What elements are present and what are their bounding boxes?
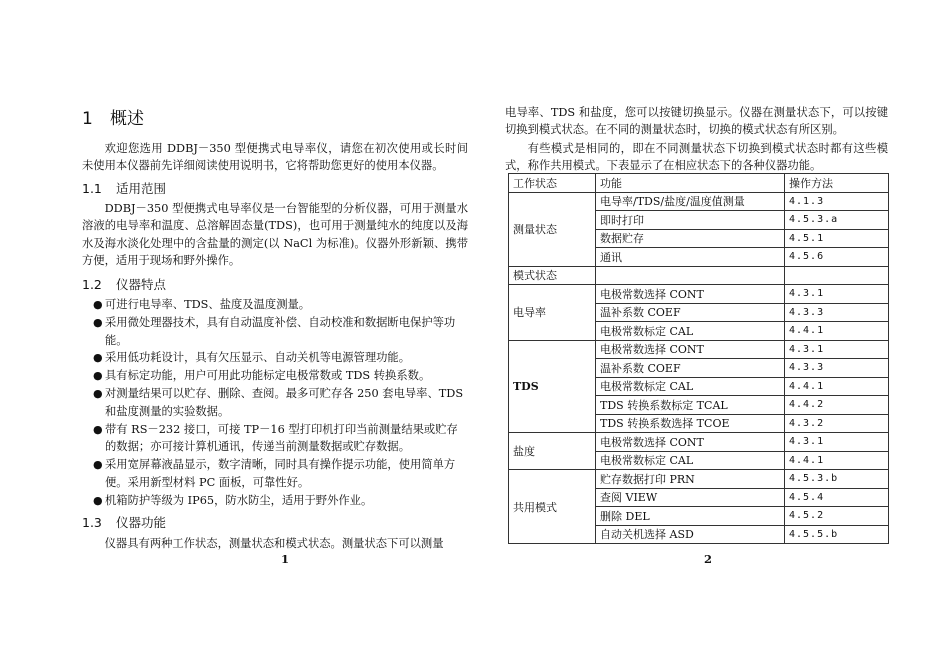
method-cell: 4.3.1 bbox=[785, 433, 889, 452]
state-cell-mode: 模式状态 bbox=[509, 266, 596, 285]
function-cell: 数据贮存 bbox=[596, 229, 785, 248]
chapter-number: 1 bbox=[82, 109, 93, 129]
bullet-icon: ● bbox=[93, 493, 103, 507]
feature-item bbox=[82, 385, 468, 421]
feature-item bbox=[82, 367, 468, 385]
function-cell: 电极常数标定 CAL bbox=[596, 377, 785, 396]
method-cell: 4.5.6 bbox=[785, 248, 889, 267]
bullet-icon: ● bbox=[93, 315, 103, 329]
method-cell: 4.4.1 bbox=[785, 322, 889, 341]
section-heading-1-3 bbox=[82, 513, 166, 531]
state-cell-conductivity: 电导率 bbox=[509, 285, 596, 341]
state-cell-salinity: 盐度 bbox=[509, 433, 596, 470]
function-cell: 电导率/TDS/盐度/温度值测量 bbox=[596, 192, 785, 211]
method-cell: 4.3.1 bbox=[785, 340, 889, 359]
method-cell: 4.4.1 bbox=[785, 377, 889, 396]
method-cell: 4.5.2 bbox=[785, 507, 889, 526]
function-cell: 自动关机选择 ASD bbox=[596, 525, 785, 544]
section-title: 仪器功能 bbox=[116, 515, 167, 530]
feature-item bbox=[82, 421, 468, 457]
function-cell: 通讯 bbox=[596, 248, 785, 267]
section-title: 适用范围 bbox=[116, 181, 167, 196]
feature-item bbox=[82, 296, 468, 314]
function-paragraph: 仪器具有两种工作状态，测量状态和模式状态。测量状态下可以测量 bbox=[104, 537, 444, 550]
continued-paragraph: 电导率、TDS 和盐度，您可以按键切换显示。仪器在测量状态下，可以按键切换到模式状态。在不同的测量状态时，切换的模式状态有所区别。 bbox=[505, 106, 888, 137]
method-cell: 4.5.1 bbox=[785, 229, 889, 248]
feature-text: 采用低功耗设计，具有欠压显示、自动关机等电源管理功能。 bbox=[105, 351, 411, 365]
feature-text: 机箱防护等级为 IP65，防水防尘，适用于野外作业。 bbox=[105, 493, 373, 507]
page-number: 1 bbox=[281, 552, 290, 566]
function-cell: 电极常数标定 CAL bbox=[596, 451, 785, 470]
feature-text: 带有 RS－232 接口，可接 TP－16 型打印机打印当前测量结果或贮存的数据；亦可接计算机通讯，传递当前测量数据或贮存数据。 bbox=[105, 422, 458, 454]
chapter-title: 概述 bbox=[110, 109, 144, 129]
chapter-heading bbox=[82, 104, 144, 129]
section-number: 1.2 bbox=[82, 277, 102, 292]
header-cell-state: 工作状态 bbox=[509, 174, 596, 193]
header-cell-method: 操作方法 bbox=[785, 174, 889, 193]
section-title: 仪器特点 bbox=[116, 277, 167, 292]
method-cell: 4.5.3.b bbox=[785, 470, 889, 489]
intro-paragraph: 欢迎您选用 DDBJ－350 型便携式电导率仪，请您在初次使用或长时间未使用本仪器前先详细阅读使用说明书，它将帮助您更好的使用本仪器。 bbox=[82, 142, 468, 173]
header-cell-function: 功能 bbox=[596, 174, 785, 193]
feature-item bbox=[82, 492, 468, 510]
table-row bbox=[509, 340, 889, 359]
function-cell: 电极常数选择 CONT bbox=[596, 285, 785, 304]
method-cell: 4.5.5.b bbox=[785, 525, 889, 544]
method-cell: 4.4.1 bbox=[785, 451, 889, 470]
feature-item bbox=[82, 349, 468, 367]
function-cell: 删除 DEL bbox=[596, 507, 785, 526]
bullet-icon: ● bbox=[93, 422, 103, 436]
section-number: 1.3 bbox=[82, 515, 102, 530]
function-cell: 贮存数据打印 PRN bbox=[596, 470, 785, 489]
method-cell: 4.3.3 bbox=[785, 359, 889, 378]
feature-list bbox=[82, 296, 468, 510]
section-heading-1-1 bbox=[82, 179, 166, 197]
function-cell: 电极常数选择 CONT bbox=[596, 340, 785, 359]
function-cell: 温补系数 COEF bbox=[596, 359, 785, 378]
scope-paragraph: DDBJ－350 型便携式电导率仪是一台智能型的分析仪器，可用于测量水溶液的电导率和温度、总溶解固态量(TDS)，也可用于测量纯水的纯度以及海水及海水淡化处理中的含盐量的测定(以 NaCl 为标准)。仪器外形新颖、携带方便，适用于现场和野外操作。 bbox=[82, 202, 468, 268]
table-row bbox=[509, 285, 889, 304]
empty-cell bbox=[596, 266, 785, 285]
common-mode-paragraph: 有些模式是相同的，即在不同测量状态下切换到模式状态时都有这些模式，称作共用模式。下表显示了在相应状态下的各种仪器功能。 bbox=[505, 142, 888, 173]
method-cell: 4.1.3 bbox=[785, 192, 889, 211]
function-cell: TDS 转换系数选择 TCOE bbox=[596, 414, 785, 433]
state-cell-common: 共用模式 bbox=[509, 470, 596, 544]
bullet-icon: ● bbox=[93, 458, 103, 472]
function-cell: 查阅 VIEW bbox=[596, 488, 785, 507]
page-number: 2 bbox=[704, 552, 713, 566]
bullet-icon: ● bbox=[93, 386, 103, 400]
feature-item bbox=[82, 456, 468, 492]
function-table bbox=[508, 173, 889, 544]
table-row bbox=[509, 266, 889, 285]
state-cell-tds: TDS bbox=[509, 340, 596, 433]
section-number: 1.1 bbox=[82, 181, 102, 196]
bullet-icon: ● bbox=[93, 351, 103, 365]
state-cell-measure: 测量状态 bbox=[509, 192, 596, 266]
section-heading-1-2 bbox=[82, 275, 166, 293]
method-cell: 4.3.2 bbox=[785, 414, 889, 433]
function-cell: 电极常数选择 CONT bbox=[596, 433, 785, 452]
method-cell: 4.4.2 bbox=[785, 396, 889, 415]
function-cell: TDS 转换系数标定 TCAL bbox=[596, 396, 785, 415]
feature-text: 采用微处理器技术，具有自动温度补偿、自动校准和数据断电保护等功能。 bbox=[105, 315, 456, 347]
empty-cell bbox=[785, 266, 889, 285]
feature-text: 采用宽屏幕液晶显示，数字清晰，同时具有操作提示功能，使用简单方便。采用新型材料 PC 面板，可靠性好。 bbox=[105, 458, 456, 489]
table-header-row bbox=[509, 174, 889, 193]
function-cell: 即时打印 bbox=[596, 211, 785, 230]
feature-item bbox=[82, 314, 468, 350]
table-row bbox=[509, 470, 889, 489]
bullet-icon: ● bbox=[93, 298, 103, 311]
function-cell: 电极常数标定 CAL bbox=[596, 322, 785, 341]
method-cell: 4.5.4 bbox=[785, 488, 889, 507]
feature-text: 可进行电导率、TDS、盐度及温度测量。 bbox=[105, 298, 311, 311]
method-cell: 4.3.3 bbox=[785, 303, 889, 322]
function-cell: 温补系数 COEF bbox=[596, 303, 785, 322]
method-cell: 4.5.3.a bbox=[785, 211, 889, 230]
method-cell: 4.3.1 bbox=[785, 285, 889, 304]
bullet-icon: ● bbox=[93, 369, 103, 383]
table-row bbox=[509, 192, 889, 211]
feature-text: 具有标定功能，用户可用此功能标定电极常数或 TDS 转换系数。 bbox=[105, 369, 431, 383]
table-row bbox=[509, 433, 889, 452]
feature-text: 对测量结果可以贮存、删除、查阅。最多可贮存各 250 套电导率、TDS 和盐度测量的实验数据。 bbox=[105, 386, 464, 418]
